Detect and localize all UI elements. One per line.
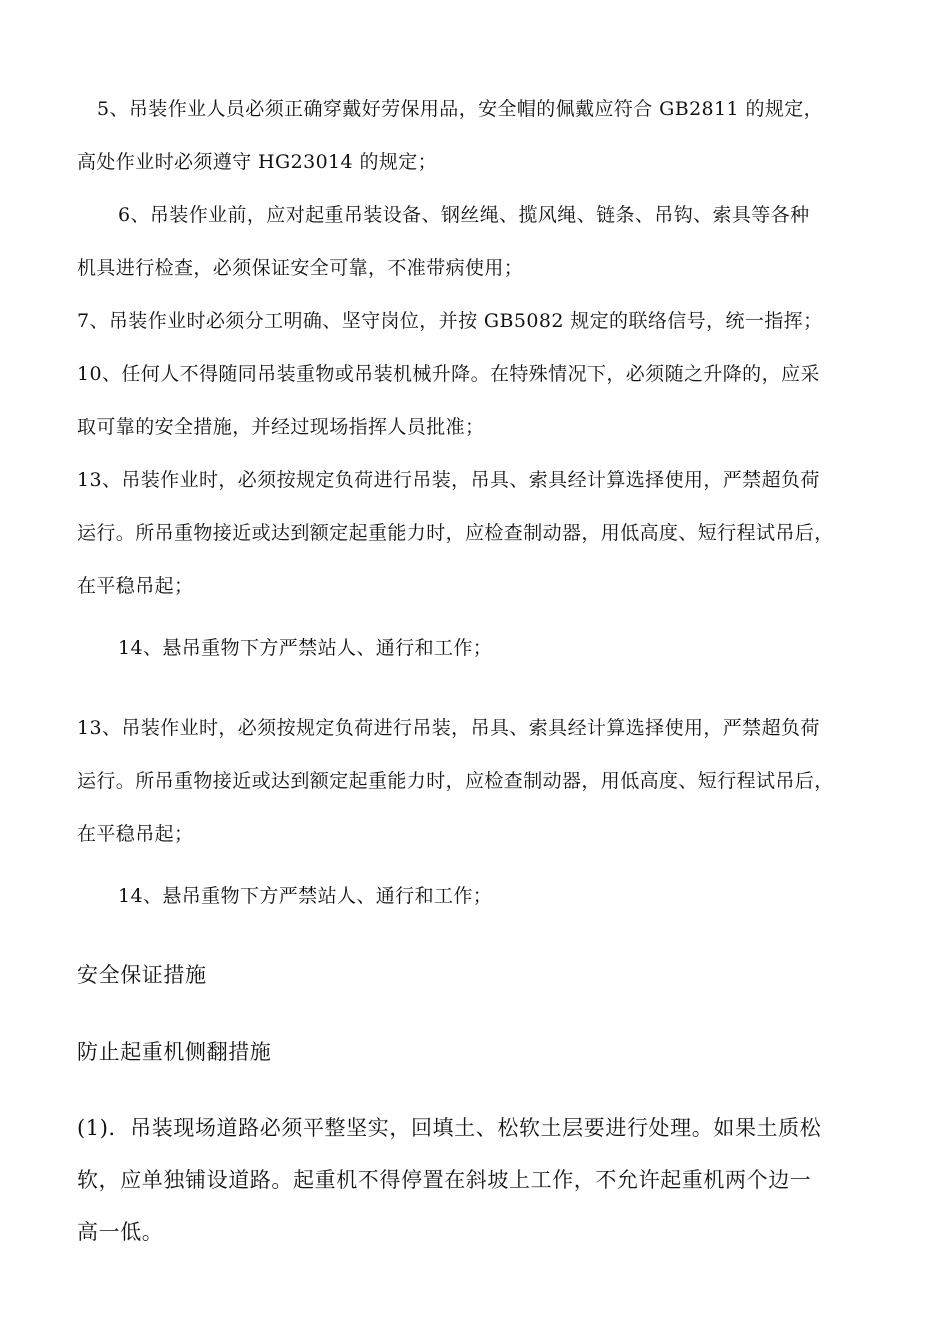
paragraph-13-line-2: 运行。所吊重物接近或达到额定起重能力时，应检查制动器，用低高度、短行程试吊后， — [77, 522, 834, 544]
measure-1-line-2: 软，应单独铺设道路。起重机不得停置在斜坡上工作，不允许起重机两个边一 — [77, 1168, 812, 1192]
paragraph-7-line-1: 7、吊装作业时必须分工明确、坚守岗位，并按 GB5082 规定的联络信号，统一指挥； — [77, 310, 823, 332]
paragraph-5-line-2: 高处作业时必须遵守 HG23014 的规定； — [77, 151, 438, 173]
measure-1-line-3: 高一低。 — [77, 1220, 164, 1244]
paragraph-14-line-1: 14、悬吊重物下方严禁站人、通行和工作； — [118, 637, 493, 659]
section-heading-safety-measures: 安全保证措施 — [77, 963, 207, 987]
paragraph-10-line-1: 10、任何人不得随同吊装重物或吊装机械升降。在特殊情况下，必须随之升降的，应采 — [77, 363, 820, 385]
paragraph-6-line-2: 机具进行检查，必须保证安全可靠，不准带病使用； — [77, 257, 524, 279]
paragraph-13-repeat-line-2: 运行。所吊重物接近或达到额定起重能力时，应检查制动器，用低高度、短行程试吊后， — [77, 770, 834, 792]
paragraph-13-line-1: 13、吊装作业时，必须按规定负荷进行吊装，吊具、索具经计算选择使用，严禁超负荷 — [77, 469, 820, 491]
paragraph-6-line-1: 6、吊装作业前，应对起重吊装设备、钢丝绳、揽风绳、链条、吊钩、索具等各种 — [118, 204, 810, 226]
paragraph-14-repeat-line-1: 14、悬吊重物下方严禁站人、通行和工作； — [118, 885, 493, 907]
measure-1-line-1: (1)．吊装现场道路必须平整坚实，回填土、松软土层要进行处理。如果土质松 — [77, 1116, 822, 1140]
paragraph-13-line-3: 在平稳吊起； — [77, 575, 194, 597]
paragraph-5-line-1: 5、吊装作业人员必须正确穿戴好劳保用品，安全帽的佩戴应符合 GB2811 的规定， — [97, 98, 824, 120]
paragraph-13-repeat-line-1: 13、吊装作业时，必须按规定负荷进行吊装，吊具、索具经计算选择使用，严禁超负荷 — [77, 717, 820, 739]
paragraph-13-repeat-line-3: 在平稳吊起； — [77, 823, 194, 845]
section-heading-anti-rollover: 防止起重机侧翻措施 — [77, 1040, 272, 1064]
paragraph-10-line-2: 取可靠的安全措施，并经过现场指挥人员批准； — [77, 416, 485, 438]
